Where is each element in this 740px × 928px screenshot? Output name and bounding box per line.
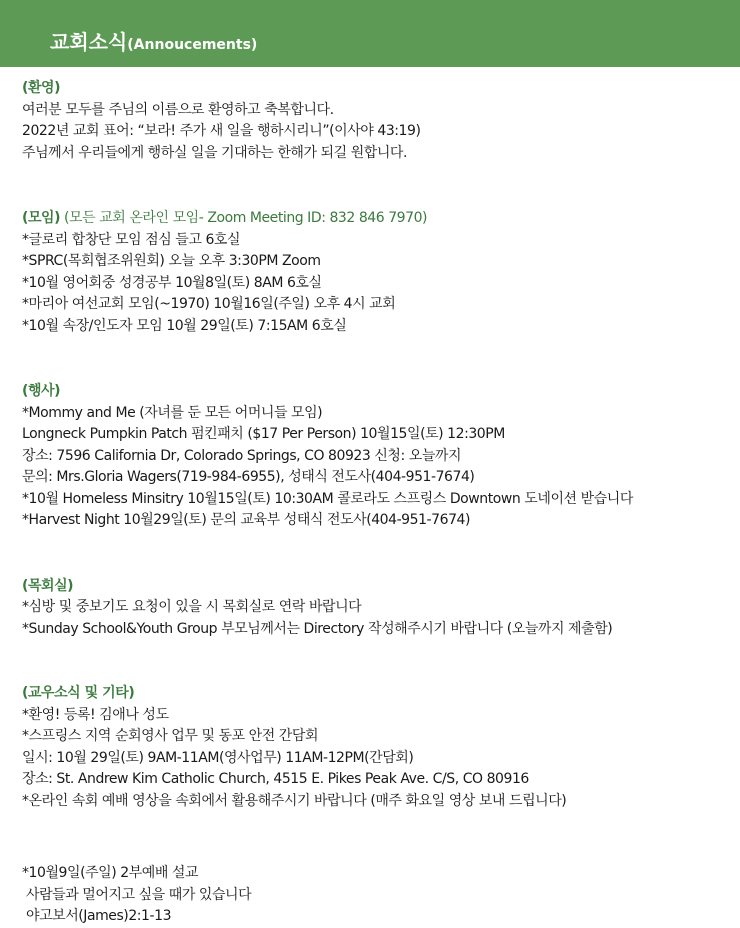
meeting-line: *10월 영어회중 성경공부 10월8일(토) 8AM 6호실	[22, 274, 322, 291]
section-meetings	[22, 208, 734, 337]
meetings-heading-label: (모임)	[22, 210, 61, 226]
event-line: 장소: 7596 California Dr, Colorado Springs, CO 80923 신청: 오늘까지	[22, 447, 462, 464]
welcome-line: 2022년 교회 표어: “보라! 주가 새 일을 행하시리니”(이사야 43:19)	[22, 123, 421, 139]
sermon-title: 사람들과 멀어지고 싶을 때가 있습니다	[26, 886, 252, 903]
meeting-line: *10월 속장/인도자 모임 10월 29일(토) 7:15AM 6호실	[22, 317, 347, 334]
news-line: *온라인 속회 예배 영상을 속회에서 활용해주시기 바랍니다 (매주 화요일 영상 보내 드립니다)	[22, 792, 567, 809]
meeting-line: *마리아 여선교회 모임(~1970) 10월16일(주일) 오후 4시 교회	[22, 296, 396, 312]
welcome-line: 주님께서 우리들에게 행하실 일을 기대하는 한해가 되길 원합니다.	[22, 144, 407, 161]
event-line: Longneck Pumpkin Patch 펌킨패치 ($17 Per Person) 10월15일(토) 12:30PM	[22, 426, 505, 442]
section-heading-news: (교우소식 및 기타)	[22, 685, 135, 701]
sermon-scripture: 야고보서(James)2:1-13	[26, 908, 172, 924]
section-events	[22, 381, 734, 532]
section-pastor-office	[22, 576, 734, 641]
news-line: 장소: St. Andrew Kim Catholic Church, 4515 E. Pikes Peak Ave. C/S, CO 80916	[22, 771, 529, 787]
page-title	[50, 26, 257, 55]
news-line: *스프링스 지역 순회영사 업무 및 동포 안전 간담회	[22, 728, 319, 744]
pastor-office-line: *Sunday School&Youth Group 부모님께서는 Directory 작성해주시기 바랍니다 (오늘까지 제출함)	[22, 620, 613, 637]
page-title-english: (Annoucements)	[127, 37, 258, 53]
event-line: 문의: Mrs.Gloria Wagers(719-984-6955), 성태식 전도사(404-951-7674)	[22, 469, 475, 485]
section-news	[22, 683, 734, 812]
event-line: *Mommy and Me (자녀를 둔 모든 어머니들 모임)	[22, 404, 323, 421]
event-line: *10월 Homeless Minsitry 10월15일(토) 10:30AM 콜로라도 스프링스 Downtown 도네이션 받습니다	[22, 490, 633, 507]
meeting-line: *글로리 합창단 모임 점심 들고 6호실	[22, 231, 241, 248]
header-banner	[0, 0, 740, 67]
meetings-heading-note: (모든 교회 온라인 모임- Zoom Meeting ID: 832 846 7970)	[60, 210, 428, 226]
pastor-office-line: *심방 및 중보기도 요청이 있을 시 목회실로 연락 바랍니다	[22, 599, 362, 615]
section-welcome	[22, 78, 734, 164]
announcements-content	[22, 78, 734, 928]
section-heading-welcome: (환영)	[22, 80, 61, 96]
meeting-line: *SPRC(목회협조위원회) 오늘 오후 3:30PM Zoom	[22, 253, 321, 269]
section-sermon	[22, 863, 734, 928]
sermon-line: *10월9일(주일) 2부예배 설교	[22, 865, 199, 881]
event-line: *Harvest Night 10월29일(토) 문의 교육부 성태식 전도사(404-951-7674)	[22, 512, 470, 528]
news-line: *환영! 등록! 김애나 성도	[22, 706, 169, 723]
section-heading-events: (행사)	[22, 383, 61, 399]
page-title-korean: 교회소식	[50, 30, 128, 54]
section-heading-meetings	[22, 208, 734, 230]
welcome-line: 여러분 모두를 주님의 이름으로 환영하고 축복합니다.	[22, 101, 334, 118]
news-line: 일시: 10월 29일(토) 9AM-11AM(영사업무) 11AM-12PM(간담회)	[22, 749, 414, 766]
section-heading-pastor-office: (목회실)	[22, 577, 74, 594]
